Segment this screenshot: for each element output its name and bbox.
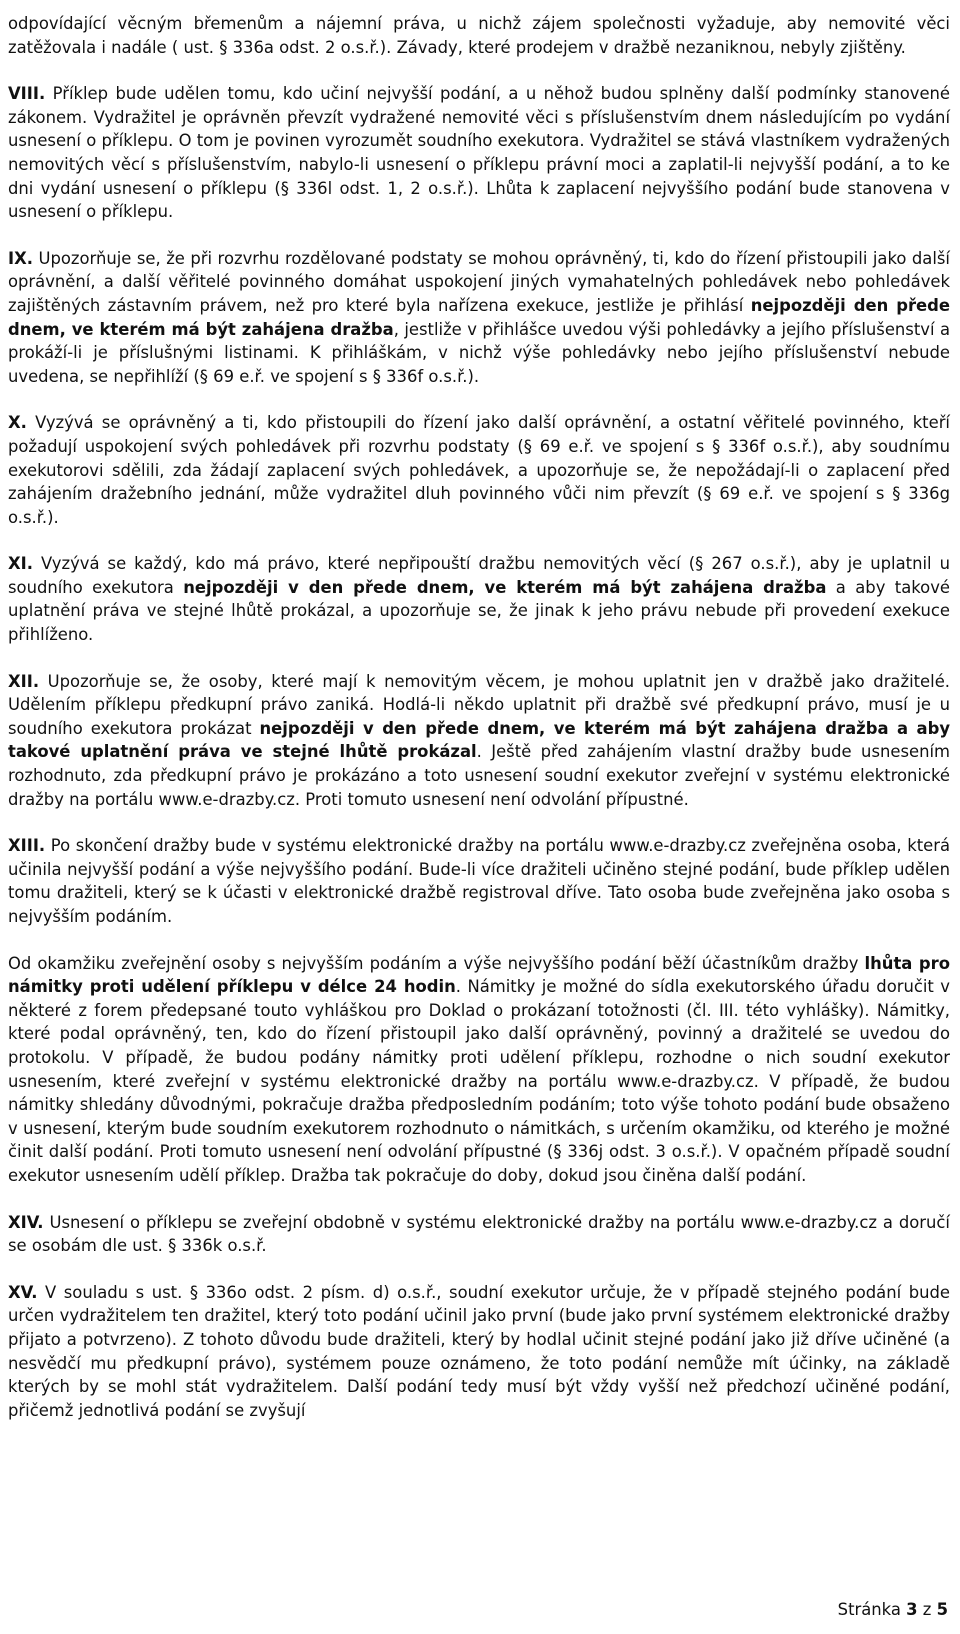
section-text: a aby takové uplatnění práva ve stejné lhůtě prokázal, a upozorňuje se, že jinak k jeho právu nebude při provedení exekuce přihlíženo. (8, 577, 950, 645)
section-number: XIII. (8, 836, 46, 856)
page-label: Stránka (837, 1600, 901, 1619)
section-paragraph (8, 552, 950, 646)
section-text: Vyzývá se oprávněný a ti, kdo přistoupili do řízení jako další oprávnění, a ostatní věřitelé povinného, kteří požadují uspokojení svých pohledávek při rozvrhu podstaty (§ 69 e.ř. ve spojení s § 336f o.s.ř.), aby soudnímu exekutorovi sdělili, zda žádají zaplacení svých pohledávek, a upozorňuje se, že nepožádají-li o zaplacení před zahájením dražebního jednání, může vydražitel dluh povinného vůči nim převzít (§ 69 e.ř. ve spojení s § 336g o.s.ř.). (8, 413, 950, 527)
page-sep: z (922, 1600, 932, 1619)
section-text: Od okamžiku zveřejnění osoby s nejvyšším podáním a výše nejvyššího podání běží účastníkům dražby (8, 953, 865, 973)
section-number: IX. (8, 248, 33, 268)
page-total: 5 (936, 1600, 948, 1619)
section-text: , jestliže v přihlášce uvedou výši pohledávky a jejího příslušenství a prokáží-li je příslušnými listinami. K přihláškám, v nichž výše pohledávky nebo jejího příslušenství nebude uvedena, se nepřihlíží (§ 69 e.ř. ve spojení s § 336f o.s.ř.). (8, 319, 951, 386)
section-text: V souladu s ust. § 336o odst. 2 písm. d) o.s.ř., soudní exekutor určuje, že v případě stejného podání bude určen vydražitelem ten dražitel, který toto podání učinil jako první (bude jako první systémem elektronické dražby přijato a potvrzeno). Z tohoto důvodu bude dražiteli, který by hodlal učinit stejné podání jako již dříve učiněné (a nesvědčí mu předkupní právo), systémem pouze oznámeno, že toto podání nemůže mít účinky, na základě kterých by se mohl stát vydražitelem. Další podání tedy musí být vždy vyšší než předchozí učiněné podání, přičemž jednotlivá podání se zvyšují (8, 1282, 950, 1420)
section-paragraph (8, 834, 950, 928)
section-text: Po skončení dražby bude v systému elektronické dražby na portálu www.e-drazby.cz zveřejněna osoba, která učinila nejvyšší podání a výše nejvyššího podání. Bude-li více dražiteli učiněno stejné podání, bude příklep udělen tomu dražiteli, který se k účasti v elektronické dražbě registroval dříve. Tato osoba bude zveřejněna jako osoba s nejvyšším podáním. (8, 836, 950, 926)
section-text: Usnesení o příklepu se zveřejní obdobně v systému elektronické dražby na portálu www.e-drazby.cz a doručí se osobám dle ust. § 336k o.s.ř. (8, 1212, 950, 1256)
section-paragraph (8, 247, 950, 389)
section-number: XIV. (8, 1212, 44, 1232)
page-current: 3 (906, 1600, 918, 1619)
document-page (8, 12, 950, 1422)
bold-text: nejpozději v den přede dnem, ve kterém má být zahájena dražba (183, 577, 827, 597)
section-text: Příklep bude udělen tomu, kdo učiní nejvyšší podání, a u něhož budou splněny další podmínky stanovené zákonem. Vydražitel je oprávněn převzít vydražené nemovité věci s příslušenstvím dnem následujícím po vydání usnesení o příklepu. O tom je povinen vyrozumět soudního exekutora. Vydražitel se stává vlastníkem vydražených nemovitých věcí s příslušenstvím, nabylo-li usnesení o příklepu právní moci a zaplatil-li nejvyšší podání, a to ke dni vydání usnesení o příklepu (§ 336l odst. 1, 2 o.s.ř.). Lhůta k zaplacení nejvyššího podání bude stanovena v usnesení o příklepu. (8, 84, 950, 222)
intro-paragraph: odpovídající věcným břemenům a nájemní práva, u nichž zájem společnosti vyžaduje, aby nemovité věci zatěžovala i nadále ( ust. § 336a odst. 2 o.s.ř.). Závady, které prodejem v dražbě nezaniknou, nebyly zjištěny. (8, 14, 950, 57)
section-text: . Námitky je možné do sídla exekutorského úřadu doručit v některé z forem předepsané touto vyhláškou pro Doklad o prokázaní totožnosti (čl. III. této vyhlášky). Námitky, které podal oprávněný, ten, kdo do řízení přistoupil jako další oprávněný, povinný a dražitelé se uvedou do protokolu. V případě, že budou podány námitky proti udělení příklepu, rozhodne o nich soudní exekutor usnesením, které zveřejní v systému elektronické dražby na portálu www.e-drazby.cz. V případě, že budou námitky shledány důvodnými, pokračuje dražba předposledním podáním; toto výše tohoto podání bude obsaženo v usnesení, kterým bude soudním exekutorem rozhodnuto o námitkách, s určením okamžiku, od kterého je možné činit další podání. Proti tomuto usnesení není odvolání přípustné (§ 336j odst. 3 o.s.ř.). V opačném případě soudní exekutor usnesením udělí příklep. Dražba tak pokračuje do doby, dokud jsou činěna další podání. (8, 977, 950, 1185)
section-paragraph (8, 1211, 950, 1258)
bold-text: lhůta pro námitky proti udělení příklepu v délce 24 hodin (8, 953, 950, 997)
section-paragraph (8, 1281, 950, 1423)
section-text: Upozorňuje se, že při rozvrhu rozdělované podstaty se mohou oprávněný, ti, kdo do řízení přistoupili jako další oprávnění, a další věřitelé povinného domáhat uspokojení jiných vymahatelných pohledávek nebo pohledávek zajištěných zástavním právem, než pro které byla nařízena exekuce, jestliže je přihlásí (8, 248, 950, 315)
section-number: XV. (8, 1282, 38, 1302)
section-paragraph (8, 670, 950, 812)
page-footer (838, 1600, 948, 1619)
section-number: XII. (8, 671, 40, 691)
section-text: Upozorňuje se, že osoby, které mají k nemovitým věcem, je mohou uplatnit jen v dražbě jako dražitelé. Udělením příklepu předkupní právo zaniká. Hodlá-li někdo uplatnit při dražbě své předkupní právo, musí je u soudního exekutora prokázat (8, 671, 950, 738)
bold-text: nejpozději den přede dnem, ve kterém má být zahájena dražba (8, 295, 950, 339)
section-number: XI. (8, 554, 33, 574)
section-paragraph (8, 952, 950, 1188)
section-text: . Ještě před zahájením vlastní dražby bude usnesením rozhodnuto, zda předkupní právo je prokázáno a toto usnesení soudní exekutor zveřejní v systému elektronické dražby na portálu www.e-drazby.cz. Proti tomuto usnesení není odvolání přípustné. (8, 742, 950, 809)
bold-text: nejpozději v den přede dnem, ve kterém má být zahájena dražba a aby takové uplatnění práva ve stejné lhůtě prokázal (8, 718, 951, 762)
section-paragraph (8, 411, 950, 529)
sections-container (8, 82, 950, 1422)
section-number: X. (8, 413, 27, 433)
section-number: VIII. (8, 84, 46, 104)
section-paragraph (8, 82, 950, 224)
section-text: Vyzývá se každý, kdo má právo, které nepřipouští dražbu nemovitých věcí (§ 267 o.s.ř.), aby je uplatnil u soudního exekutora (8, 554, 950, 597)
